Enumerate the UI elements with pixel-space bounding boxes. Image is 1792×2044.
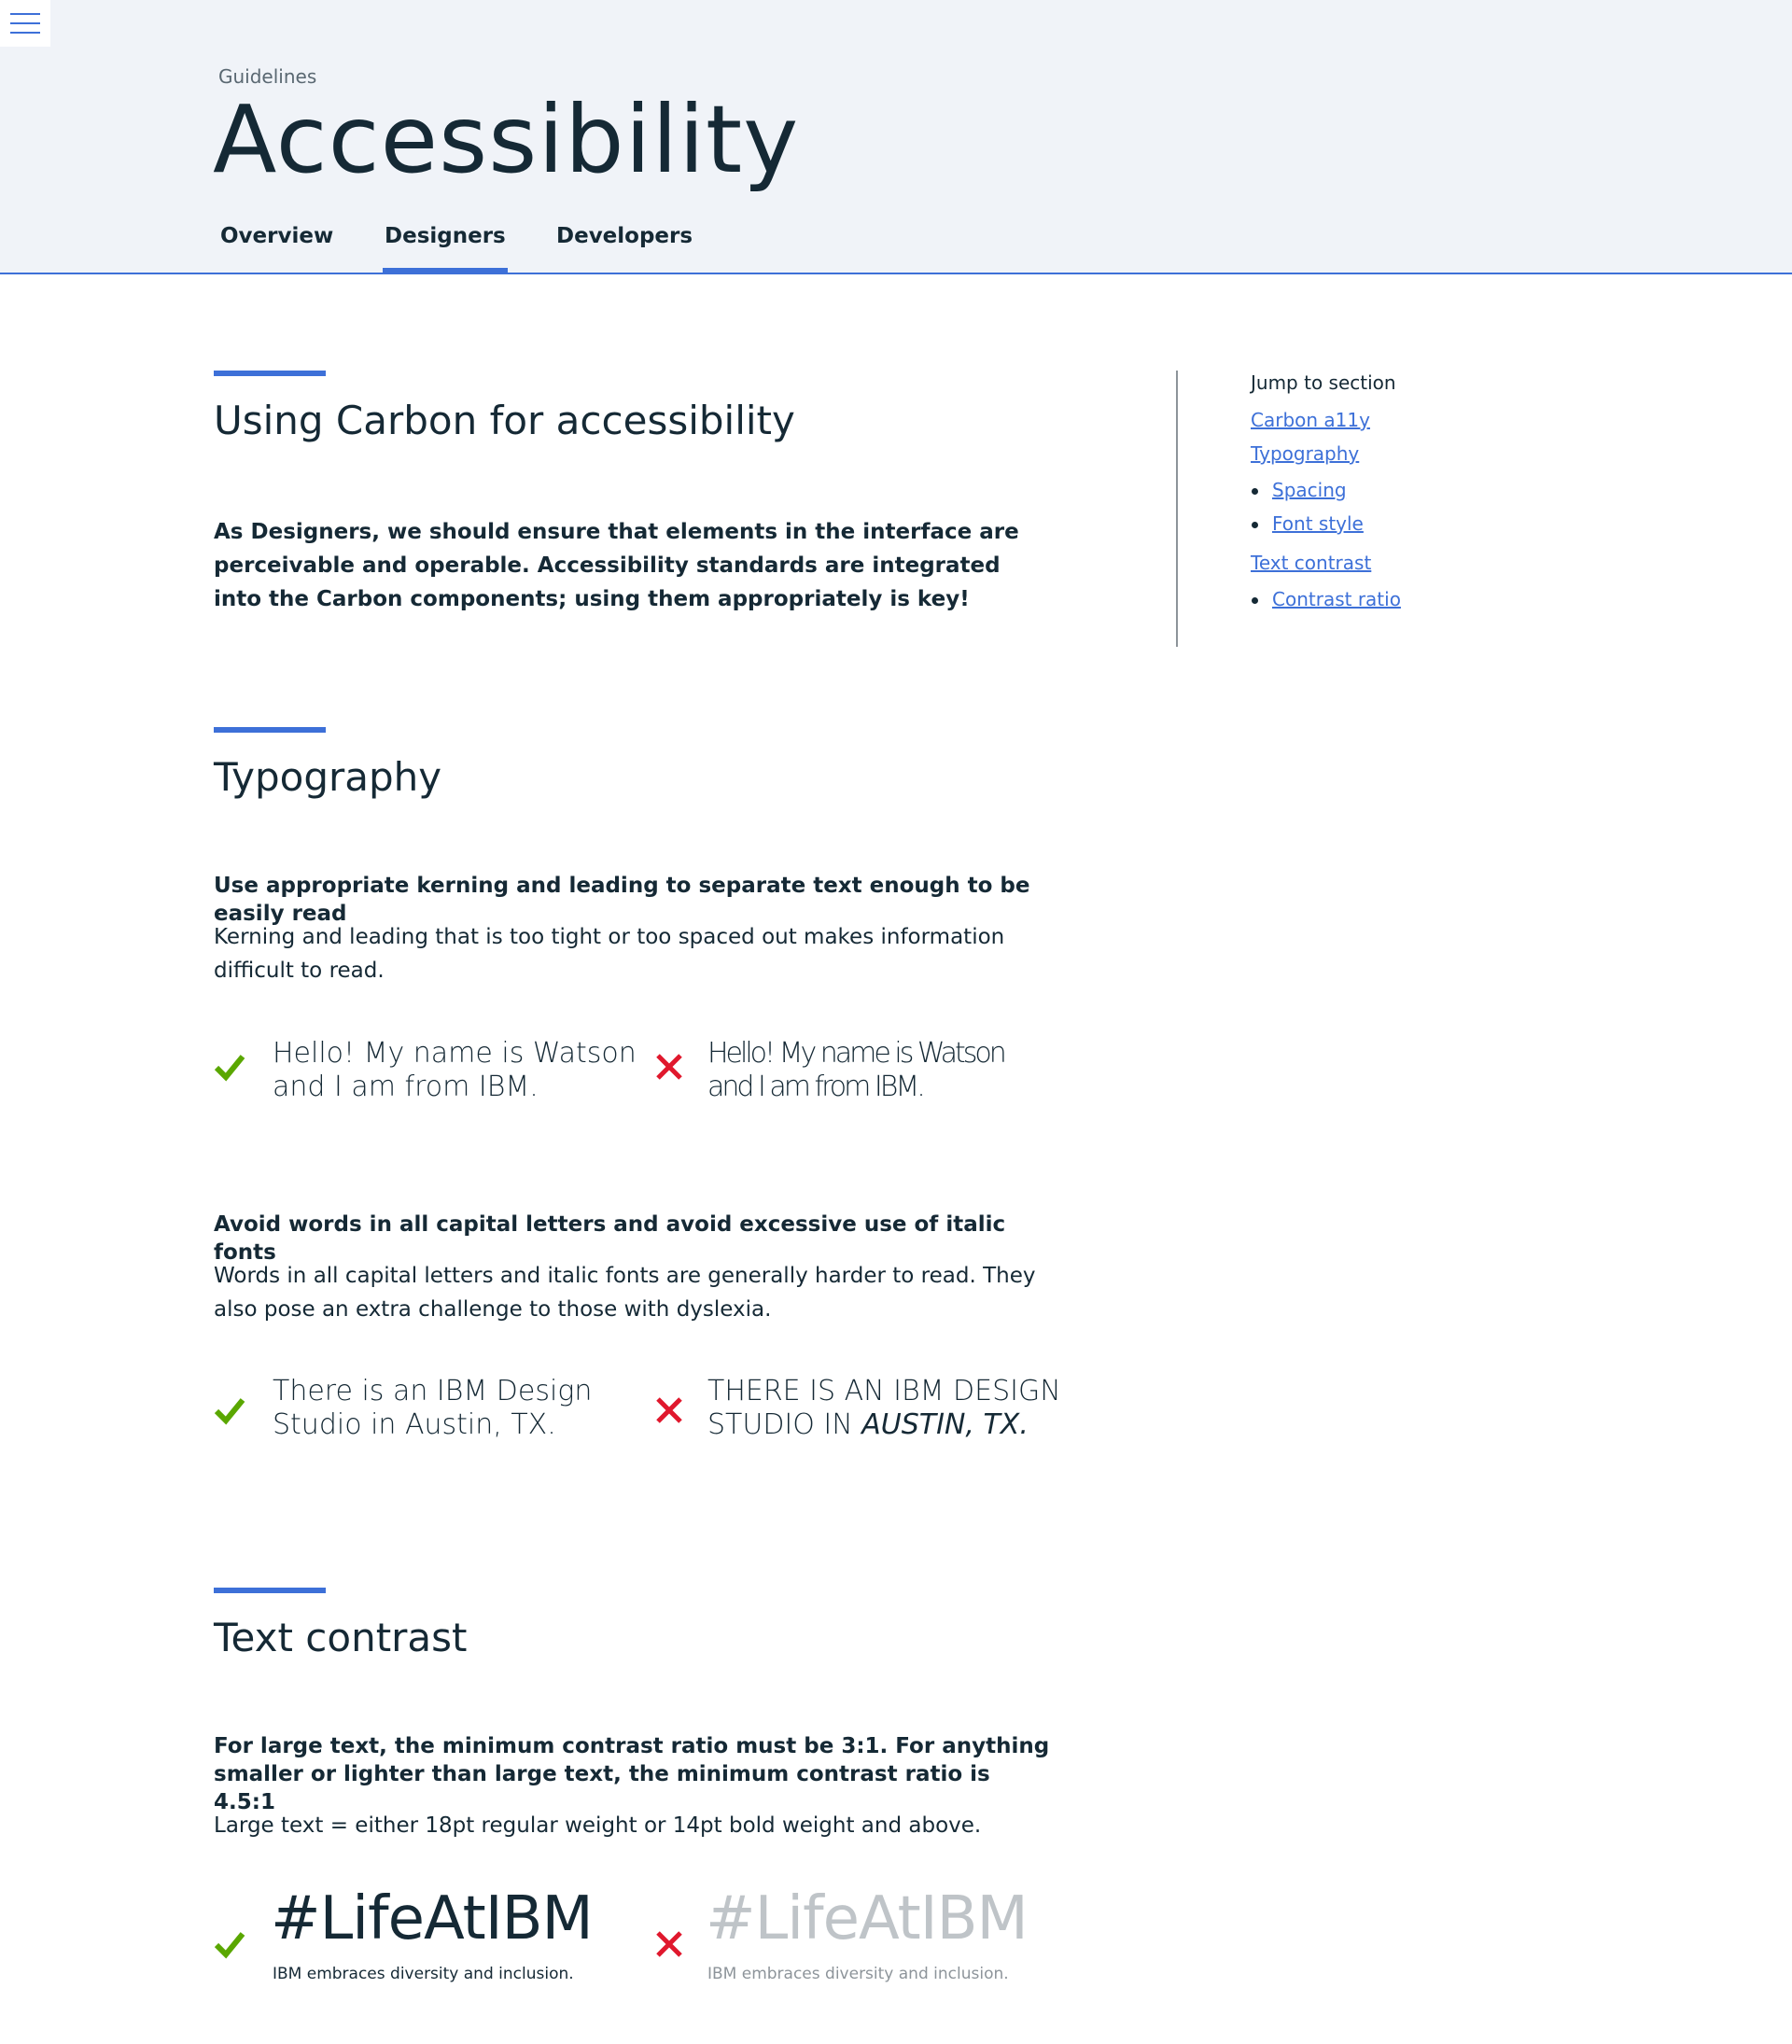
toc-link-typography[interactable]: Typography	[1251, 442, 1360, 465]
tab-overview[interactable]: Overview	[220, 224, 334, 248]
section-accent-bar	[214, 371, 326, 376]
toc-link-spacing[interactable]: Spacing	[1272, 479, 1347, 501]
section-title-intro: Using Carbon for accessibility	[214, 398, 795, 443]
toc-link-contrast-ratio[interactable]: Contrast ratio	[1272, 588, 1401, 610]
caps-good-line-1: There is an IBM Design	[273, 1375, 593, 1407]
page-title: Accessibility	[213, 85, 800, 194]
toc-bullet	[1252, 597, 1258, 604]
caps-bad-line-1: THERE IS AN IBM DESIGN	[707, 1375, 1061, 1407]
caps-bad-line-2	[707, 1408, 1029, 1442]
tab-developers[interactable]: Developers	[556, 224, 693, 248]
kerning-bad-line-2: and I am from IBM.	[707, 1071, 923, 1103]
contrast-heading: For large text, the minimum contrast ratio must be 3:1. For anything smaller or lighter than large text, the minimum contrast ratio is 4.5:1	[214, 1734, 1050, 1814]
toc-divider	[1176, 371, 1178, 647]
contrast-good-headline: #LifeAtIBM	[271, 1884, 593, 1953]
intro-lead: As Designers, we should ensure that elements in the interface are perceivable and operable. Accessibility standards are integrated into the Carbon components; using them appropriately is key!	[214, 520, 1019, 611]
contrast-body: Large text = either 18pt regular weight or 14pt bold weight and above.	[214, 1813, 982, 1838]
section-accent-bar	[214, 1588, 326, 1593]
caps-heading: Avoid words in all capital letters and avoid excessive use of italic fonts	[214, 1212, 1006, 1265]
page-header	[0, 0, 1792, 274]
caps-good-line-2: Studio in Austin, TX.	[273, 1408, 556, 1441]
caps-bad-line-2-plain: STUDIO IN	[707, 1408, 862, 1441]
toc-bullet	[1252, 522, 1258, 528]
hamburger-icon	[10, 13, 40, 34]
cross-icon	[653, 1051, 685, 1083]
checkmark-icon	[214, 1928, 245, 1960]
contrast-good-caption: IBM embraces diversity and inclusion.	[273, 1965, 574, 1983]
toc-link-text-contrast[interactable]: Text contrast	[1251, 552, 1372, 574]
kerning-bad-line-1: Hello! My name is Watson	[707, 1037, 1004, 1070]
contrast-bad-caption: IBM embraces diversity and inclusion.	[707, 1965, 1009, 1983]
contrast-bad-headline: #LifeAtIBM	[706, 1884, 1028, 1953]
kerning-good-line-2: and I am from IBM.	[273, 1071, 539, 1103]
menu-button[interactable]	[0, 0, 50, 47]
toc-title: Jump to section	[1251, 371, 1396, 394]
caps-body: Words in all capital letters and italic fonts are generally harder to read. They also pose an extra challenge to those with dyslexia.	[214, 1264, 1036, 1322]
checkmark-icon	[214, 1394, 245, 1426]
section-title-typography: Typography	[214, 754, 442, 800]
kerning-good-line-1: Hello! My name is Watson	[273, 1037, 637, 1070]
checkmark-icon	[214, 1051, 245, 1083]
caps-bad-line-2-italic: AUSTIN, TX.	[861, 1408, 1029, 1441]
cross-icon	[653, 1928, 685, 1960]
kerning-body: Kerning and leading that is too tight or too spaced out makes information difficult to read.	[214, 925, 1005, 983]
cross-icon	[653, 1394, 685, 1426]
section-accent-bar	[214, 727, 326, 733]
tab-designers[interactable]: Designers	[383, 215, 508, 273]
toc-link-font-style[interactable]: Font style	[1272, 512, 1364, 535]
toc-bullet	[1252, 488, 1258, 495]
eyebrow-label: Guidelines	[218, 65, 317, 88]
toc-link-carbon-a11y[interactable]: Carbon a11y	[1251, 409, 1370, 431]
section-title-text-contrast: Text contrast	[214, 1615, 468, 1660]
kerning-heading: Use appropriate kerning and leading to separate text enough to be easily read	[214, 874, 1030, 926]
